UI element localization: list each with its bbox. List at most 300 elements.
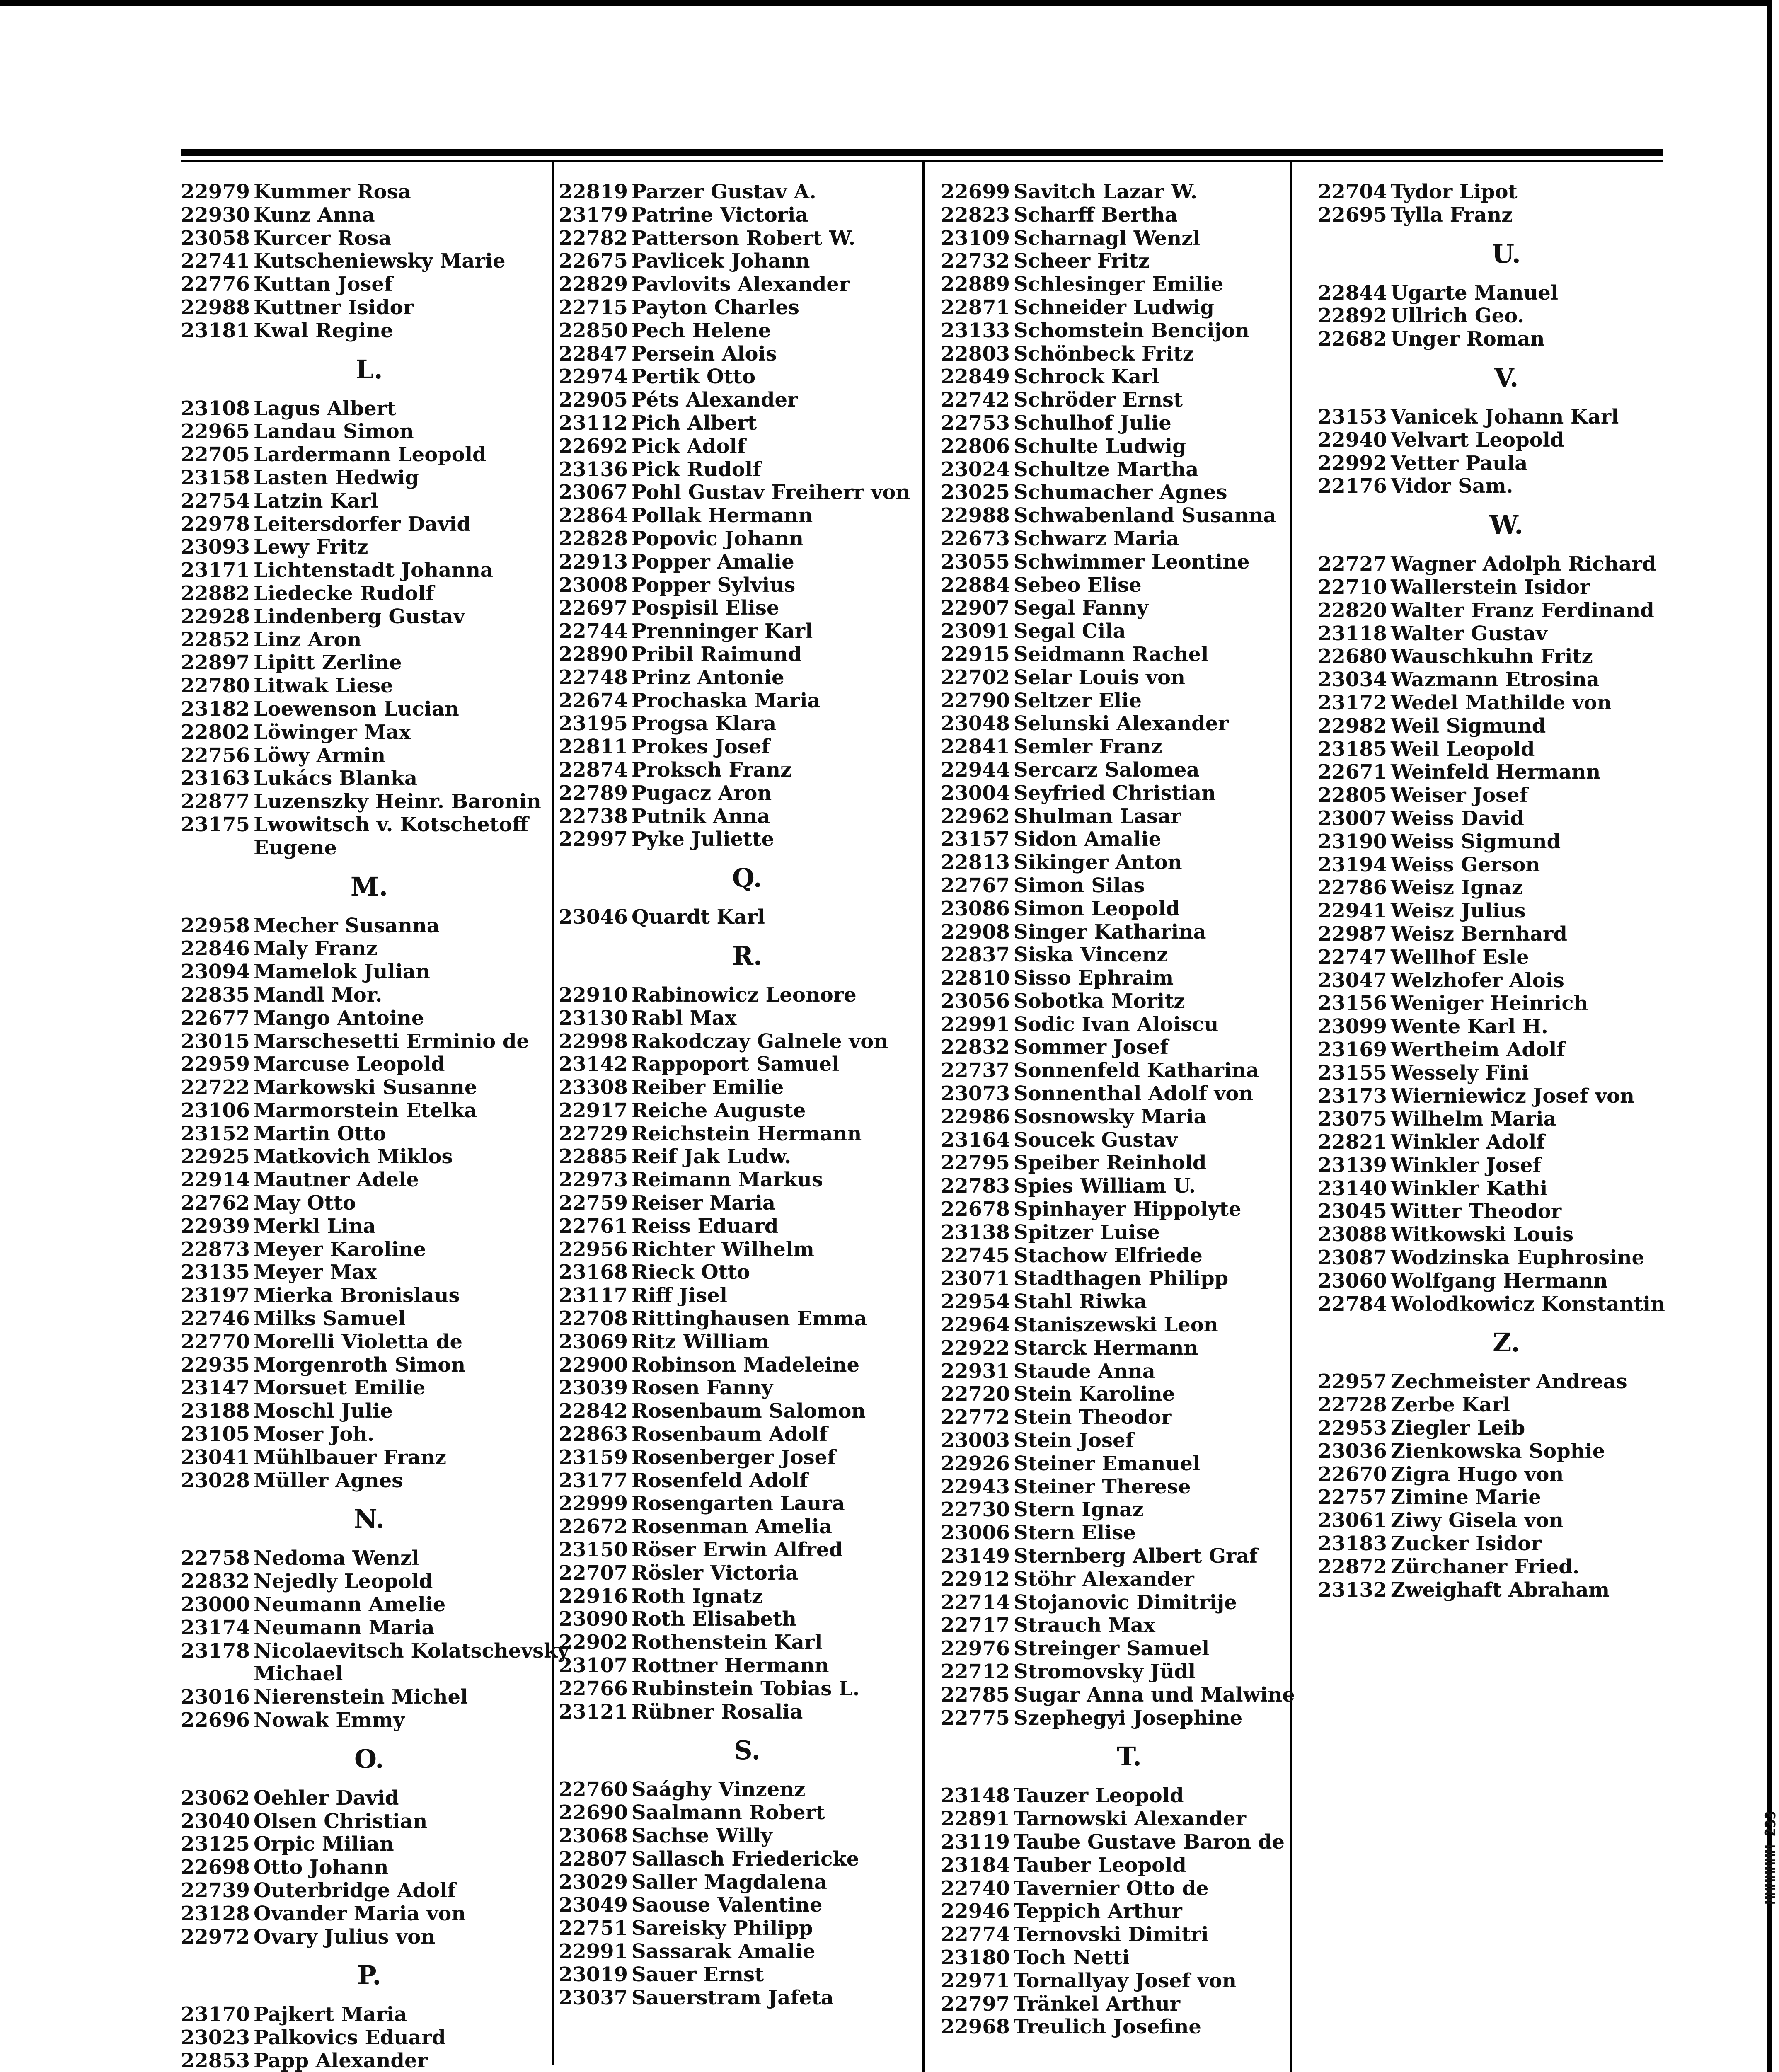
section-letter-heading: T.: [1117, 1741, 1142, 1772]
entry-name: Welzhofer Alois: [1391, 968, 1564, 992]
entry-number: 23061: [1318, 1509, 1387, 1532]
index-entry: [941, 898, 1301, 921]
entry-number: 22784: [1318, 1292, 1387, 1316]
section-letter-heading: V.: [1494, 362, 1519, 393]
entry-number: 23179: [559, 203, 628, 227]
index-column-4: [1318, 181, 1678, 1602]
index-entry: [1318, 1247, 1678, 1270]
index-entry: [181, 1354, 541, 1377]
entry-number: 23004: [941, 781, 1010, 805]
entry-number: 22832: [181, 1570, 250, 1593]
index-entry: [1318, 622, 1678, 646]
entry-number: 23163: [181, 767, 250, 790]
entry-number: 23152: [181, 1122, 250, 1145]
index-entry: [559, 1871, 919, 1894]
entry-name: Treulich Josefine: [1014, 2015, 1201, 2039]
section-letter-heading: Q.: [732, 863, 762, 893]
index-entry: [1318, 992, 1678, 1015]
index-entry: [559, 690, 919, 713]
entry-number: 22670: [1318, 1462, 1387, 1486]
entry-name: Segal Fanny: [1014, 596, 1149, 620]
entry-name: Vidor Sam.: [1391, 474, 1513, 498]
entry-number: 22939: [181, 1214, 250, 1238]
entry-name: Marmorstein Etelka: [254, 1099, 477, 1122]
section-letter-heading: N.: [353, 1504, 385, 1535]
entry-number: 23118: [1318, 622, 1387, 645]
entry-name: Outerbridge Adolf: [254, 1879, 456, 1902]
index-entry: [941, 366, 1301, 389]
entry-name: Morelli Violetta de: [254, 1330, 463, 1353]
entry-number: 23182: [181, 697, 250, 721]
index-entry: [941, 1522, 1301, 1545]
entry-name: Spies William U.: [1014, 1174, 1196, 1198]
entry-number: 22810: [941, 966, 1010, 990]
index-entry: [941, 1106, 1301, 1129]
index-entry: [1318, 1440, 1678, 1463]
index-entry: [181, 273, 541, 296]
index-entry: [941, 1221, 1301, 1244]
index-column-3: [941, 181, 1301, 2039]
entry-name: Ternovski Dimitri: [1014, 1923, 1209, 1946]
entry-number: 23024: [941, 457, 1010, 481]
entry-number: 23168: [559, 1261, 628, 1284]
index-entry: [1318, 305, 1678, 328]
entry-number: 22958: [181, 914, 250, 937]
index-entry: [941, 1614, 1301, 1637]
index-entry: [559, 435, 919, 458]
index-entry: [559, 1940, 919, 1963]
entry-number: 23015: [181, 1029, 250, 1053]
entry-number: 22712: [941, 1660, 1010, 1683]
index-entry: [559, 320, 919, 343]
index-entry: [559, 1238, 919, 1261]
entry-name: Walter Gustav: [1391, 622, 1547, 645]
entry-name: Soucek Gustav: [1014, 1128, 1178, 1152]
index-entry: [941, 343, 1301, 366]
entry-number: 22872: [1318, 1555, 1387, 1578]
index-entry: [181, 1076, 541, 1099]
entry-number: 22852: [181, 628, 250, 651]
entry-name: Wallerstein Isidor: [1391, 575, 1590, 599]
entry-number: 22708: [559, 1307, 628, 1331]
entry-number: 23153: [1318, 405, 1387, 428]
entry-number: 23130: [559, 1006, 628, 1030]
entry-name: Segal Cila: [1014, 620, 1126, 643]
entry-name: Rieck Otto: [632, 1261, 750, 1284]
entry-name: Taube Gustave Baron de: [1014, 1830, 1285, 1854]
entry-name: Velvart Leopold: [1391, 428, 1564, 452]
index-entry: [1318, 599, 1678, 622]
index-entry: [559, 1215, 919, 1238]
index-entry: [181, 1053, 541, 1076]
index-entry: [559, 250, 919, 273]
index-entry: [1318, 1293, 1678, 1316]
entry-name: Payton Charles: [632, 295, 799, 319]
entry-name: Schwabenland Susanna: [1014, 504, 1276, 528]
entry-name: Zürchaner Fried.: [1391, 1555, 1580, 1578]
entry-name: Pugacz Aron: [632, 781, 772, 805]
index-entry: [1318, 1579, 1678, 1602]
entry-name: Latzin Karl: [254, 489, 378, 513]
entry-number: 23106: [181, 1099, 250, 1122]
entry-name: Luzenszky Heinr. Baronin: [254, 790, 541, 813]
index-entry: [941, 1476, 1301, 1499]
entry-number: 22770: [181, 1330, 250, 1353]
entry-number: 22727: [1318, 552, 1387, 576]
index-entry: [941, 296, 1301, 320]
index-entry: [181, 420, 541, 443]
entry-number: 23007: [1318, 806, 1387, 830]
entry-name: Weiss David: [1391, 806, 1524, 830]
entry-name: Tornallyay Josef von: [1014, 1969, 1237, 1992]
entry-name: Saalmann Robert: [632, 1801, 825, 1825]
entry-number: 22890: [559, 642, 628, 666]
entry-number: 23184: [941, 1853, 1010, 1877]
index-entry: [941, 736, 1301, 759]
entry-name: Lardermann Leopold: [254, 443, 487, 467]
entry-number: 22979: [181, 180, 250, 203]
entry-name: Selar Louis von: [1014, 666, 1185, 689]
entry-number: 23069: [559, 1330, 628, 1353]
entry-name: Pech Helene: [632, 319, 771, 342]
entry-name: Merkl Lina: [254, 1214, 376, 1238]
entry-name: Lichtenstadt Johanna: [254, 559, 494, 582]
entry-name: Rosen Fanny: [632, 1376, 773, 1400]
index-entry: [941, 1993, 1301, 2016]
entry-number: 22807: [559, 1847, 628, 1871]
entry-number: 22988: [941, 504, 1010, 528]
entry-name: Unger Roman: [1391, 327, 1545, 351]
entry-name: Schulhof Julie: [1014, 411, 1171, 435]
entry-number: 22772: [941, 1406, 1010, 1429]
entry-name: Weiss Sigmund: [1391, 830, 1561, 853]
entry-name: Rothenstein Karl: [632, 1631, 823, 1654]
entry-name: Progsa Klara: [632, 712, 777, 736]
entry-number: 22757: [1318, 1486, 1387, 1509]
entry-name: Zucker Isidor: [1391, 1532, 1542, 1556]
entry-number: 23040: [181, 1809, 250, 1833]
entry-number: 22707: [559, 1561, 628, 1585]
index-entry: [181, 227, 541, 250]
entry-number: 23067: [559, 481, 628, 504]
entry-name: Szephegyi Josephine: [1014, 1706, 1243, 1730]
entry-name: Rabl Max: [632, 1006, 737, 1030]
entry-name: Parzer Gustav A.: [632, 180, 816, 203]
entry-name: Mamelok Julian: [254, 960, 430, 984]
index-entry: [1318, 1062, 1678, 1085]
index-entry: [559, 1030, 919, 1053]
entry-number: 22930: [181, 203, 250, 227]
index-entry: [1318, 761, 1678, 784]
entry-name: Meyer Karoline: [254, 1237, 426, 1261]
entry-name: Pavlovits Alexander: [632, 273, 850, 296]
entry-number: 23037: [559, 1986, 628, 2009]
index-entry: [1318, 429, 1678, 452]
entry-number: 23000: [181, 1593, 250, 1617]
index-entry: [181, 767, 541, 790]
index-entry: [181, 961, 541, 984]
entry-name: Stein Theodor: [1014, 1406, 1172, 1429]
entry-number: 22806: [941, 434, 1010, 458]
index-entry: [941, 435, 1301, 458]
entry-number: 22747: [1318, 945, 1387, 969]
index-entry: [1318, 830, 1678, 854]
entry-number: 23087: [1318, 1246, 1387, 1270]
index-entry: [941, 1854, 1301, 1877]
entry-number: 22922: [941, 1336, 1010, 1360]
entry-number: 23140: [1318, 1176, 1387, 1200]
entry-number: 23181: [181, 319, 250, 342]
entry-number: 22176: [1318, 474, 1387, 498]
entry-number: 22931: [941, 1359, 1010, 1383]
index-entry: [1318, 854, 1678, 877]
entry-name: Stromovsky Jüdl: [1014, 1660, 1196, 1683]
index-entry: [181, 250, 541, 273]
entry-number: 22742: [941, 388, 1010, 412]
entry-name: Prenninger Karl: [632, 620, 813, 643]
index-entry: [559, 1123, 919, 1146]
entry-number: 22720: [941, 1382, 1010, 1406]
entry-name: Mautner Adele: [254, 1168, 419, 1192]
index-entry: [559, 366, 919, 389]
entry-name: Martin Otto: [254, 1122, 386, 1145]
index-entry: [181, 2026, 541, 2050]
index-entry: [559, 1515, 919, 1539]
entry-number: 22847: [559, 342, 628, 366]
index-entry: [1318, 282, 1678, 305]
entry-number: 22732: [941, 249, 1010, 273]
entry-name: Pavlicek Johann: [632, 249, 810, 273]
entry-name: Oehler David: [254, 1786, 399, 1810]
index-entry: [941, 1244, 1301, 1268]
entry-name: Sodic Ivan Aloiscu: [1014, 1012, 1219, 1036]
index-entry: [1318, 1509, 1678, 1532]
entry-number: 22744: [559, 620, 628, 643]
entry-number: 23086: [941, 897, 1010, 920]
entry-number: 22696: [181, 1709, 250, 1732]
index-entry: [1318, 738, 1678, 761]
entry-name: Mandl Mor.: [254, 983, 382, 1007]
entry-number: 23190: [1318, 830, 1387, 853]
index-entry: [941, 481, 1301, 504]
entry-number: 23045: [1318, 1200, 1387, 1223]
entry-name: Prokes Josef: [632, 735, 770, 759]
index-entry: [559, 1677, 919, 1701]
index-entry: [181, 1686, 541, 1709]
entry-number: 23125: [181, 1832, 250, 1856]
entry-name: Riff Jisel: [632, 1284, 727, 1307]
entry-number: 22715: [559, 295, 628, 319]
entry-name: Reiser Maria: [632, 1191, 776, 1215]
entry-number: 22819: [559, 180, 628, 203]
index-entry: [941, 1707, 1301, 1730]
entry-name: Seidmann Rachel: [1014, 642, 1209, 666]
entry-number: 22986: [941, 1105, 1010, 1128]
index-entry: [181, 1617, 541, 1640]
entry-name: Rosenbaum Adolf: [632, 1423, 828, 1446]
index-entry: [941, 1784, 1301, 1808]
entry-name: Markowski Susanne: [254, 1076, 477, 1099]
index-entry: [941, 1591, 1301, 1615]
index-entry: [1318, 1486, 1678, 1509]
entry-number: 22776: [181, 273, 250, 296]
index-entry: [1318, 1108, 1678, 1131]
entry-name: Putnik Anna: [632, 804, 770, 828]
index-entry: [1318, 576, 1678, 599]
entry-name: Rosenbaum Salomon: [632, 1399, 866, 1423]
entry-number: 23107: [559, 1654, 628, 1677]
entry-number: 22842: [559, 1399, 628, 1423]
entry-number: 23136: [559, 457, 628, 481]
entry-number: 23173: [1318, 1084, 1387, 1108]
entry-number: 23183: [1318, 1532, 1387, 1556]
index-entry: [559, 1778, 919, 1801]
entry-number: 22900: [559, 1353, 628, 1377]
index-entry: [181, 744, 541, 767]
index-entry: [941, 1059, 1301, 1082]
index-entry: [941, 412, 1301, 435]
entry-name: Zigra Hugo von: [1391, 1462, 1564, 1486]
index-entry: [181, 1099, 541, 1123]
entry-number: 23188: [181, 1399, 250, 1423]
entry-name: Schröder Ernst: [1014, 388, 1183, 412]
entry-name: Kunz Anna: [254, 203, 375, 227]
entry-name: Popovic Johann: [632, 527, 804, 550]
entry-number: 22912: [941, 1567, 1010, 1591]
index-entry: [559, 1654, 919, 1677]
index-entry: [181, 2003, 541, 2026]
index-entry: [1318, 784, 1678, 807]
entry-name: Sosnowsky Maria: [1014, 1105, 1207, 1128]
entry-number: 23171: [181, 559, 250, 582]
entry-name: Tavernier Otto de: [1014, 1876, 1209, 1900]
entry-number: 22671: [1318, 760, 1387, 784]
entry-name: Stöhr Alexander: [1014, 1567, 1194, 1591]
entry-number: 22965: [181, 420, 250, 443]
entry-number: 22821: [1318, 1130, 1387, 1154]
index-entry: [181, 1169, 541, 1192]
index-entry: [941, 1900, 1301, 1923]
index-entry: [941, 944, 1301, 967]
entry-number: 22690: [559, 1801, 628, 1825]
index-entry: [941, 805, 1301, 828]
entry-name: Litwak Liese: [254, 674, 393, 698]
section-letter-heading: L.: [356, 354, 383, 385]
entry-name: Steiner Emanuel: [1014, 1452, 1201, 1475]
index-entry: [559, 1354, 919, 1377]
entry-name: Wodzinska Euphrosine: [1391, 1246, 1644, 1270]
entry-name: Kutscheniewsky Marie: [254, 249, 506, 273]
index-entry: [941, 528, 1301, 551]
entry-number: 22710: [1318, 575, 1387, 599]
entry-number: 23138: [941, 1220, 1010, 1244]
entry-name: Scharnagl Wenzl: [1014, 226, 1201, 250]
entry-number: 23093: [181, 535, 250, 559]
entry-number: 22976: [941, 1637, 1010, 1661]
entry-number: 23025: [941, 481, 1010, 504]
index-entry: [1318, 1223, 1678, 1247]
index-entry: [181, 1284, 541, 1307]
entry-number: 23055: [941, 550, 1010, 574]
section-letter-heading: P.: [357, 1960, 381, 1991]
entry-number: 22762: [181, 1191, 250, 1215]
entry-number: 23119: [941, 1830, 1010, 1854]
entry-name: Stein Josef: [1014, 1429, 1134, 1452]
index-entry: [559, 551, 919, 574]
entry-number: 23139: [1318, 1153, 1387, 1177]
entry-number: 22782: [559, 226, 628, 250]
index-entry: [941, 1661, 1301, 1684]
entry-name: Stern Ignaz: [1014, 1498, 1144, 1522]
entry-number: 23132: [1318, 1578, 1387, 1602]
entry-number: 23039: [559, 1376, 628, 1400]
entry-number: 22846: [181, 937, 250, 961]
entry-name: Marcuse Leopold: [254, 1053, 445, 1076]
entry-number: 23174: [181, 1616, 250, 1639]
entry-number: 22766: [559, 1677, 628, 1700]
index-entry: [1318, 1200, 1678, 1223]
index-entry: [181, 1400, 541, 1423]
entry-number: 22916: [559, 1584, 628, 1608]
index-entry: [1318, 969, 1678, 992]
index-entry: [181, 915, 541, 938]
entry-name: Ugarte Manuel: [1391, 281, 1559, 305]
entry-name: Selunski Alexander: [1014, 712, 1229, 736]
entry-name: Kurcer Rosa: [254, 226, 392, 250]
index-entry: [559, 597, 919, 620]
entry-number: 22837: [941, 943, 1010, 967]
entry-name: Sisso Ephraim: [1014, 966, 1174, 990]
entry-name: Robinson Madeleine: [632, 1353, 860, 1377]
index-entry: [941, 1498, 1301, 1522]
entry-number: 22699: [941, 180, 1010, 203]
entry-number: 22832: [941, 1036, 1010, 1059]
index-entry: [559, 181, 919, 204]
entry-name: Sachse Willy: [632, 1824, 772, 1847]
index-entry: [181, 1593, 541, 1617]
index-entry: [559, 1331, 919, 1354]
index-entry: [181, 1446, 541, 1469]
entry-name: Weniger Heinrich: [1391, 992, 1588, 1015]
entry-number: 22714: [941, 1590, 1010, 1614]
entry-name: Reiss Eduard: [632, 1214, 779, 1238]
entry-name: Lewy Fritz: [254, 535, 368, 559]
index-entry: [941, 1082, 1301, 1106]
index-entry: [559, 1423, 919, 1446]
index-entry: [559, 227, 919, 250]
entry-name: Toch Netti: [1014, 1946, 1130, 1969]
entry-name: Wessely Fini: [1391, 1061, 1529, 1084]
section-letter-heading: R.: [732, 940, 762, 971]
entry-name: Stein Karoline: [1014, 1382, 1175, 1406]
entry-name: Zienkowska Sophie: [1391, 1439, 1605, 1463]
entry-number: 22959: [181, 1053, 250, 1076]
index-entry: [559, 712, 919, 736]
entry-name: Schrock Karl: [1014, 365, 1159, 389]
entry-name: Rottner Hermann: [632, 1654, 829, 1677]
entry-name: Sonnenfeld Katharina: [1014, 1059, 1259, 1082]
entry-number: 23058: [181, 226, 250, 250]
entry-name: Schlesinger Emilie: [1014, 273, 1224, 296]
entry-name: Pick Rudolf: [632, 457, 761, 481]
entry-name: Winkler Adolf: [1391, 1130, 1545, 1154]
entry-number: 23109: [941, 226, 1010, 250]
entry-number: 22914: [181, 1168, 250, 1192]
index-entry: [941, 1013, 1301, 1036]
entry-number: 22805: [1318, 784, 1387, 807]
index-entry: [181, 937, 541, 961]
entry-number: 22928: [181, 605, 250, 628]
